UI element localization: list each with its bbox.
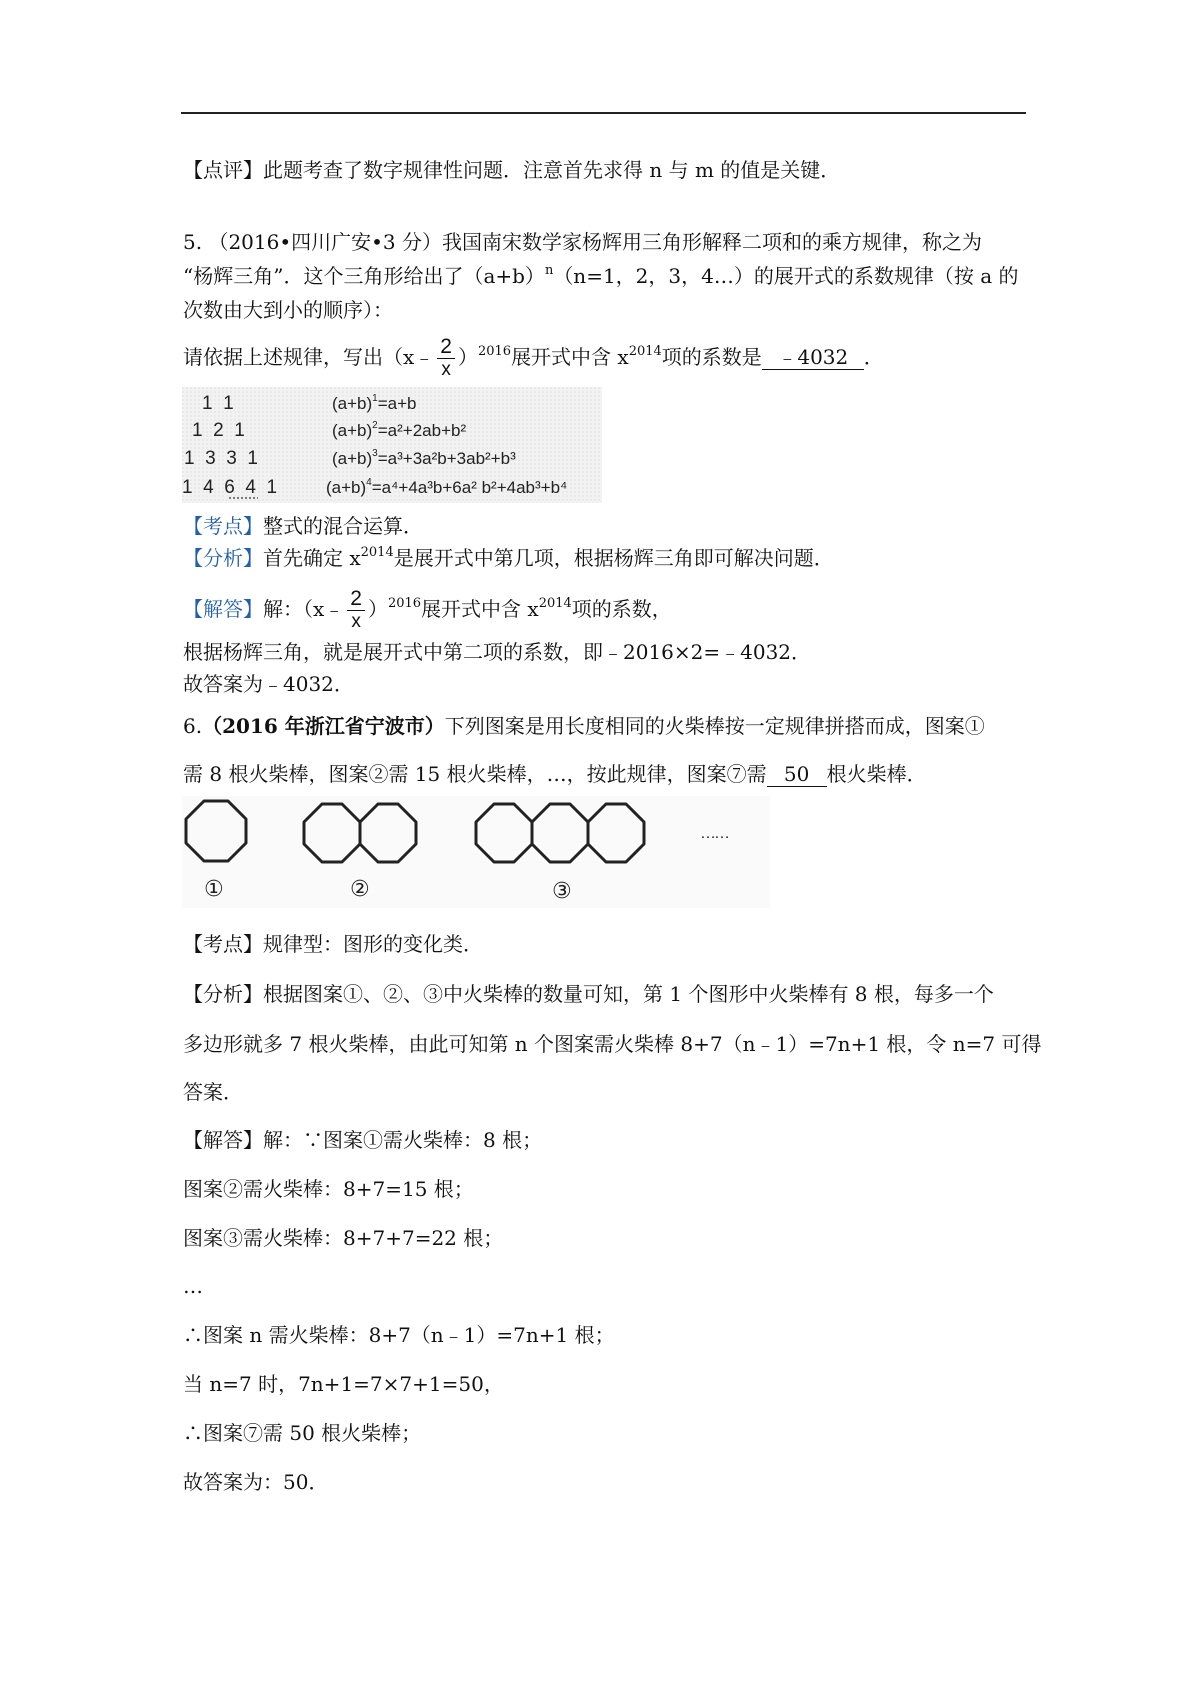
q6-number: 6.	[183, 714, 203, 738]
pascal-formula-1: $(a+b)^1=a+b$	[332, 393, 417, 413]
q5-question-b: ）	[457, 345, 478, 369]
pascal-row-2: 1 2 1	[192, 420, 245, 441]
q5-kaodian-line	[183, 512, 423, 540]
q6-line2	[183, 760, 927, 788]
figure-label-3: ③	[552, 879, 572, 904]
q5-question-sup2: 2014	[628, 344, 662, 359]
fraction-numerator: 2	[437, 336, 455, 359]
q5-jieda-tag: 【解答】	[183, 597, 263, 621]
q5-line2-a: “杨辉三角”．这个三角形给出了（a+b）	[183, 264, 545, 288]
q5-fenxi-tag: 【分析】	[183, 546, 263, 570]
q5-fenxi-sup: 2014	[360, 545, 394, 560]
header-rule	[181, 112, 1026, 114]
q5-jieda-b: ）	[367, 597, 388, 621]
q6-line2-b: 根火柴棒．	[826, 762, 927, 786]
matchstick-octagons-image	[182, 796, 770, 908]
q5-answer-blank: ﹣4032	[762, 345, 864, 370]
q5-question-c: 展开式中含 x	[511, 345, 629, 369]
q6-answer-blank: 50	[767, 762, 827, 787]
q5-question-e: ．	[863, 345, 884, 369]
q5-jieda-line	[183, 588, 672, 633]
q5-jieda-a: 解：（x﹣	[263, 597, 345, 621]
fraction-denominator: x	[351, 611, 361, 632]
fraction-numerator: 2	[347, 588, 365, 611]
q6-solution-line-8: 故答案为：50．	[183, 1470, 329, 1494]
q5-jieda-sup1: 2016	[387, 596, 422, 611]
q5-kaodian-tag: 【考点】	[183, 514, 263, 538]
q5-question-d: 项的系数是	[661, 345, 762, 369]
q6-fenxi-3: 答案．	[183, 1080, 243, 1104]
q6-solution-line-6: 当 n=7 时，7n+1=7×7+1=50，	[183, 1372, 504, 1396]
q6-solution-line-1: 【解答】解：∵图案①需火柴棒：8 根；	[183, 1128, 543, 1152]
pascal-row-3: 1 3 3 1	[184, 448, 258, 469]
fraction-2-over-x-solution	[347, 588, 365, 633]
q6-source: （2016 年浙江省宁波市）	[202, 714, 445, 738]
q5-fenxi-line	[183, 544, 834, 572]
figure-label-2: ②	[350, 877, 370, 902]
q6-line2-a: 需 8 根火柴棒，图案②需 15 根火柴棒，…，按此规律，图案⑦需	[183, 762, 767, 786]
q6-line1-text: 下列图案是用长度相同的火柴棒按一定规律拼搭而成，图案①	[444, 714, 985, 738]
q5-solution-2: 故答案为﹣4032．	[183, 672, 354, 696]
q5-line3: 次数由大到小的顺序）：	[183, 298, 393, 322]
q5-question-sup1: 2016	[477, 344, 512, 359]
pascal-formula-3: $(a+b)^3=a^3+3a^2b+3ab^2+b^3$	[332, 448, 516, 468]
pascal-triangle-image	[182, 387, 602, 503]
q6-solution-line-7: ∴图案⑦需 50 根火柴棒；	[183, 1421, 422, 1445]
q5-line1: 5. （2016•四川广安•3 分）我国南宋数学家杨辉用三角形解释二项和的乘方规律，称之为	[183, 230, 983, 254]
comment-tag: 【点评】	[183, 158, 263, 182]
comment-line	[183, 156, 840, 184]
q5-fenxi-b: 是展开式中第几项，根据杨辉三角即可解决问题．	[393, 546, 834, 570]
q5-jieda-c: 展开式中含 x	[421, 597, 539, 621]
q6-solution-line-2: 图案②需火柴棒：8+7=15 根；	[183, 1177, 474, 1201]
figure-ellipsis: ……	[700, 825, 728, 842]
q6-line1	[183, 712, 985, 740]
pascal-row-1: 1 1	[202, 393, 234, 414]
pascal-formula-4: $(a+b)^4=a^4+4a^3b+6a^2$ b²+4ab³+b⁴	[326, 477, 568, 497]
pascal-row-4: 1 4 6 4 1	[182, 477, 278, 498]
comment-text: 此题考查了数字规律性问题．注意首先求得 n 与 m 的值是关键．	[263, 158, 841, 182]
q5-jieda-sup2: 2014	[538, 596, 572, 611]
q5-question-line	[183, 336, 884, 381]
q6-fenxi-2: 多边形就多 7 根火柴棒，由此可知第 n 个图案需火柴棒 8+7（n﹣1）=7n+1 根，令 n=7 可得	[183, 1032, 1042, 1056]
q6-solution-line-5: ∴图案 n 需火柴棒：8+7（n﹣1）=7n+1 根；	[183, 1323, 615, 1347]
q5-fenxi-a: 首先确定 x	[263, 546, 361, 570]
q6-kaodian: 【考点】规律型：图形的变化类．	[183, 932, 483, 956]
q5-jieda-d: 项的系数，	[571, 597, 672, 621]
q5-question-a: 请依据上述规律，写出（x﹣	[183, 345, 435, 369]
q5-line2	[183, 262, 1019, 290]
q5-solution-1: 根据杨辉三角，就是展开式中第二项的系数，即﹣2016×2=﹣4032．	[183, 640, 812, 664]
fraction-denominator: x	[441, 359, 451, 380]
q5-kaodian-text: 整式的混合运算．	[263, 514, 423, 538]
q5-line2-sup: n	[544, 263, 554, 278]
figure-label-1: ①	[204, 877, 224, 902]
q6-solution-line-3: 图案③需火柴棒：8+7+7=22 根；	[183, 1226, 504, 1250]
fraction-2-over-x	[437, 336, 455, 381]
pascal-formula-2: $(a+b)^2=a^2+2ab+b^2$	[332, 420, 467, 440]
q6-solution-line-4: …	[183, 1274, 203, 1298]
q5-line2-b: （n=1，2，3，4…）的展开式的系数规律（按 a 的	[553, 264, 1019, 288]
q6-fenxi-1: 【分析】根据图案①、②、③中火柴棒的数量可知，第 1 个图形中火柴棒有 8 根，每多一个	[183, 982, 994, 1006]
